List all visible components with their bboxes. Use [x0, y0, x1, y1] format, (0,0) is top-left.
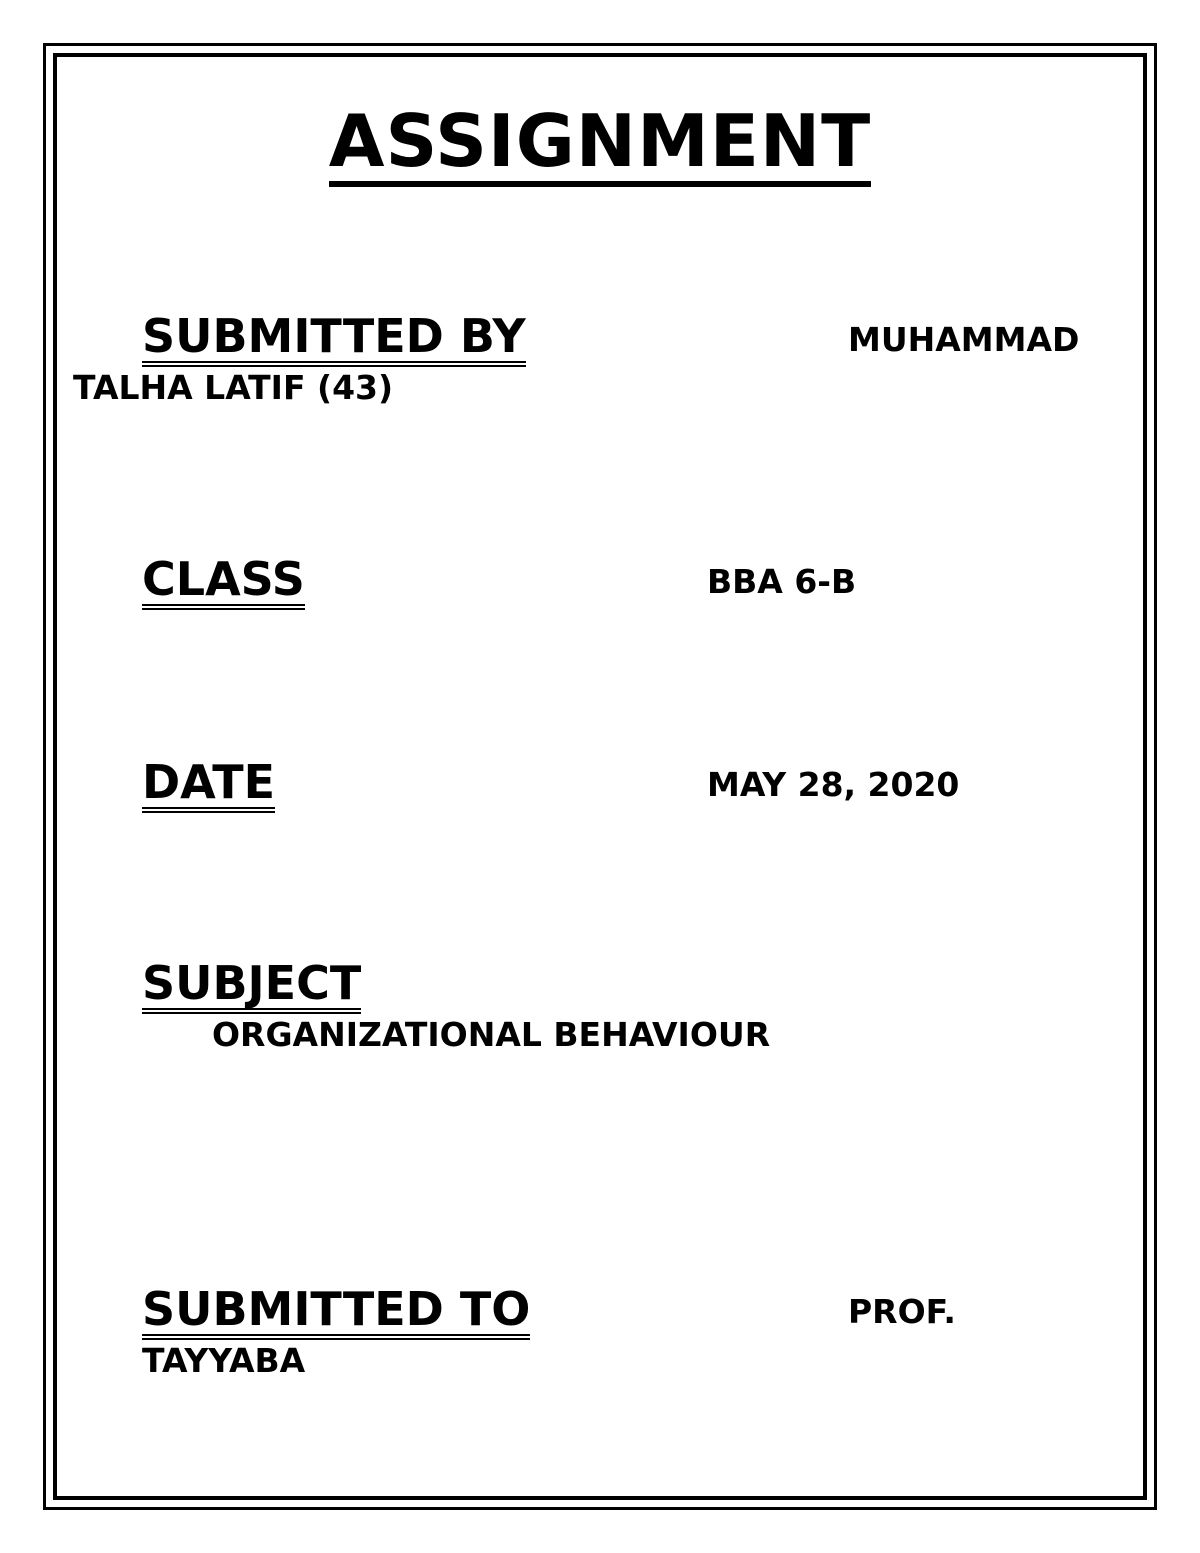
- submitted-to-value-line1: PROF.: [848, 1292, 956, 1331]
- submitted-by-value-line2: TALHA LATIF (43): [73, 368, 394, 407]
- submitted-by-value-line1: MUHAMMAD: [848, 320, 1080, 359]
- submitted-to-label: [142, 1283, 530, 1340]
- class-value: BBA 6-B: [707, 562, 857, 601]
- subject-label: [142, 957, 361, 1014]
- subject-value: ORGANIZATIONAL BEHAVIOUR: [212, 1015, 771, 1054]
- date-label-text: DATE: [142, 757, 275, 813]
- class-label: [142, 553, 305, 610]
- document-title-text: ASSIGNMENT: [329, 101, 872, 187]
- submitted-by-label: [142, 310, 526, 367]
- document-title: [0, 96, 1200, 187]
- date-label: [142, 756, 275, 813]
- submitted-to-value-line2: TAYYABA: [142, 1341, 306, 1380]
- class-label-text: CLASS: [142, 554, 305, 610]
- date-value: MAY 28, 2020: [707, 765, 960, 804]
- subject-label-text: SUBJECT: [142, 958, 361, 1014]
- submitted-by-label-text: SUBMITTED BY: [142, 311, 526, 367]
- submitted-to-label-text: SUBMITTED TO: [142, 1284, 530, 1340]
